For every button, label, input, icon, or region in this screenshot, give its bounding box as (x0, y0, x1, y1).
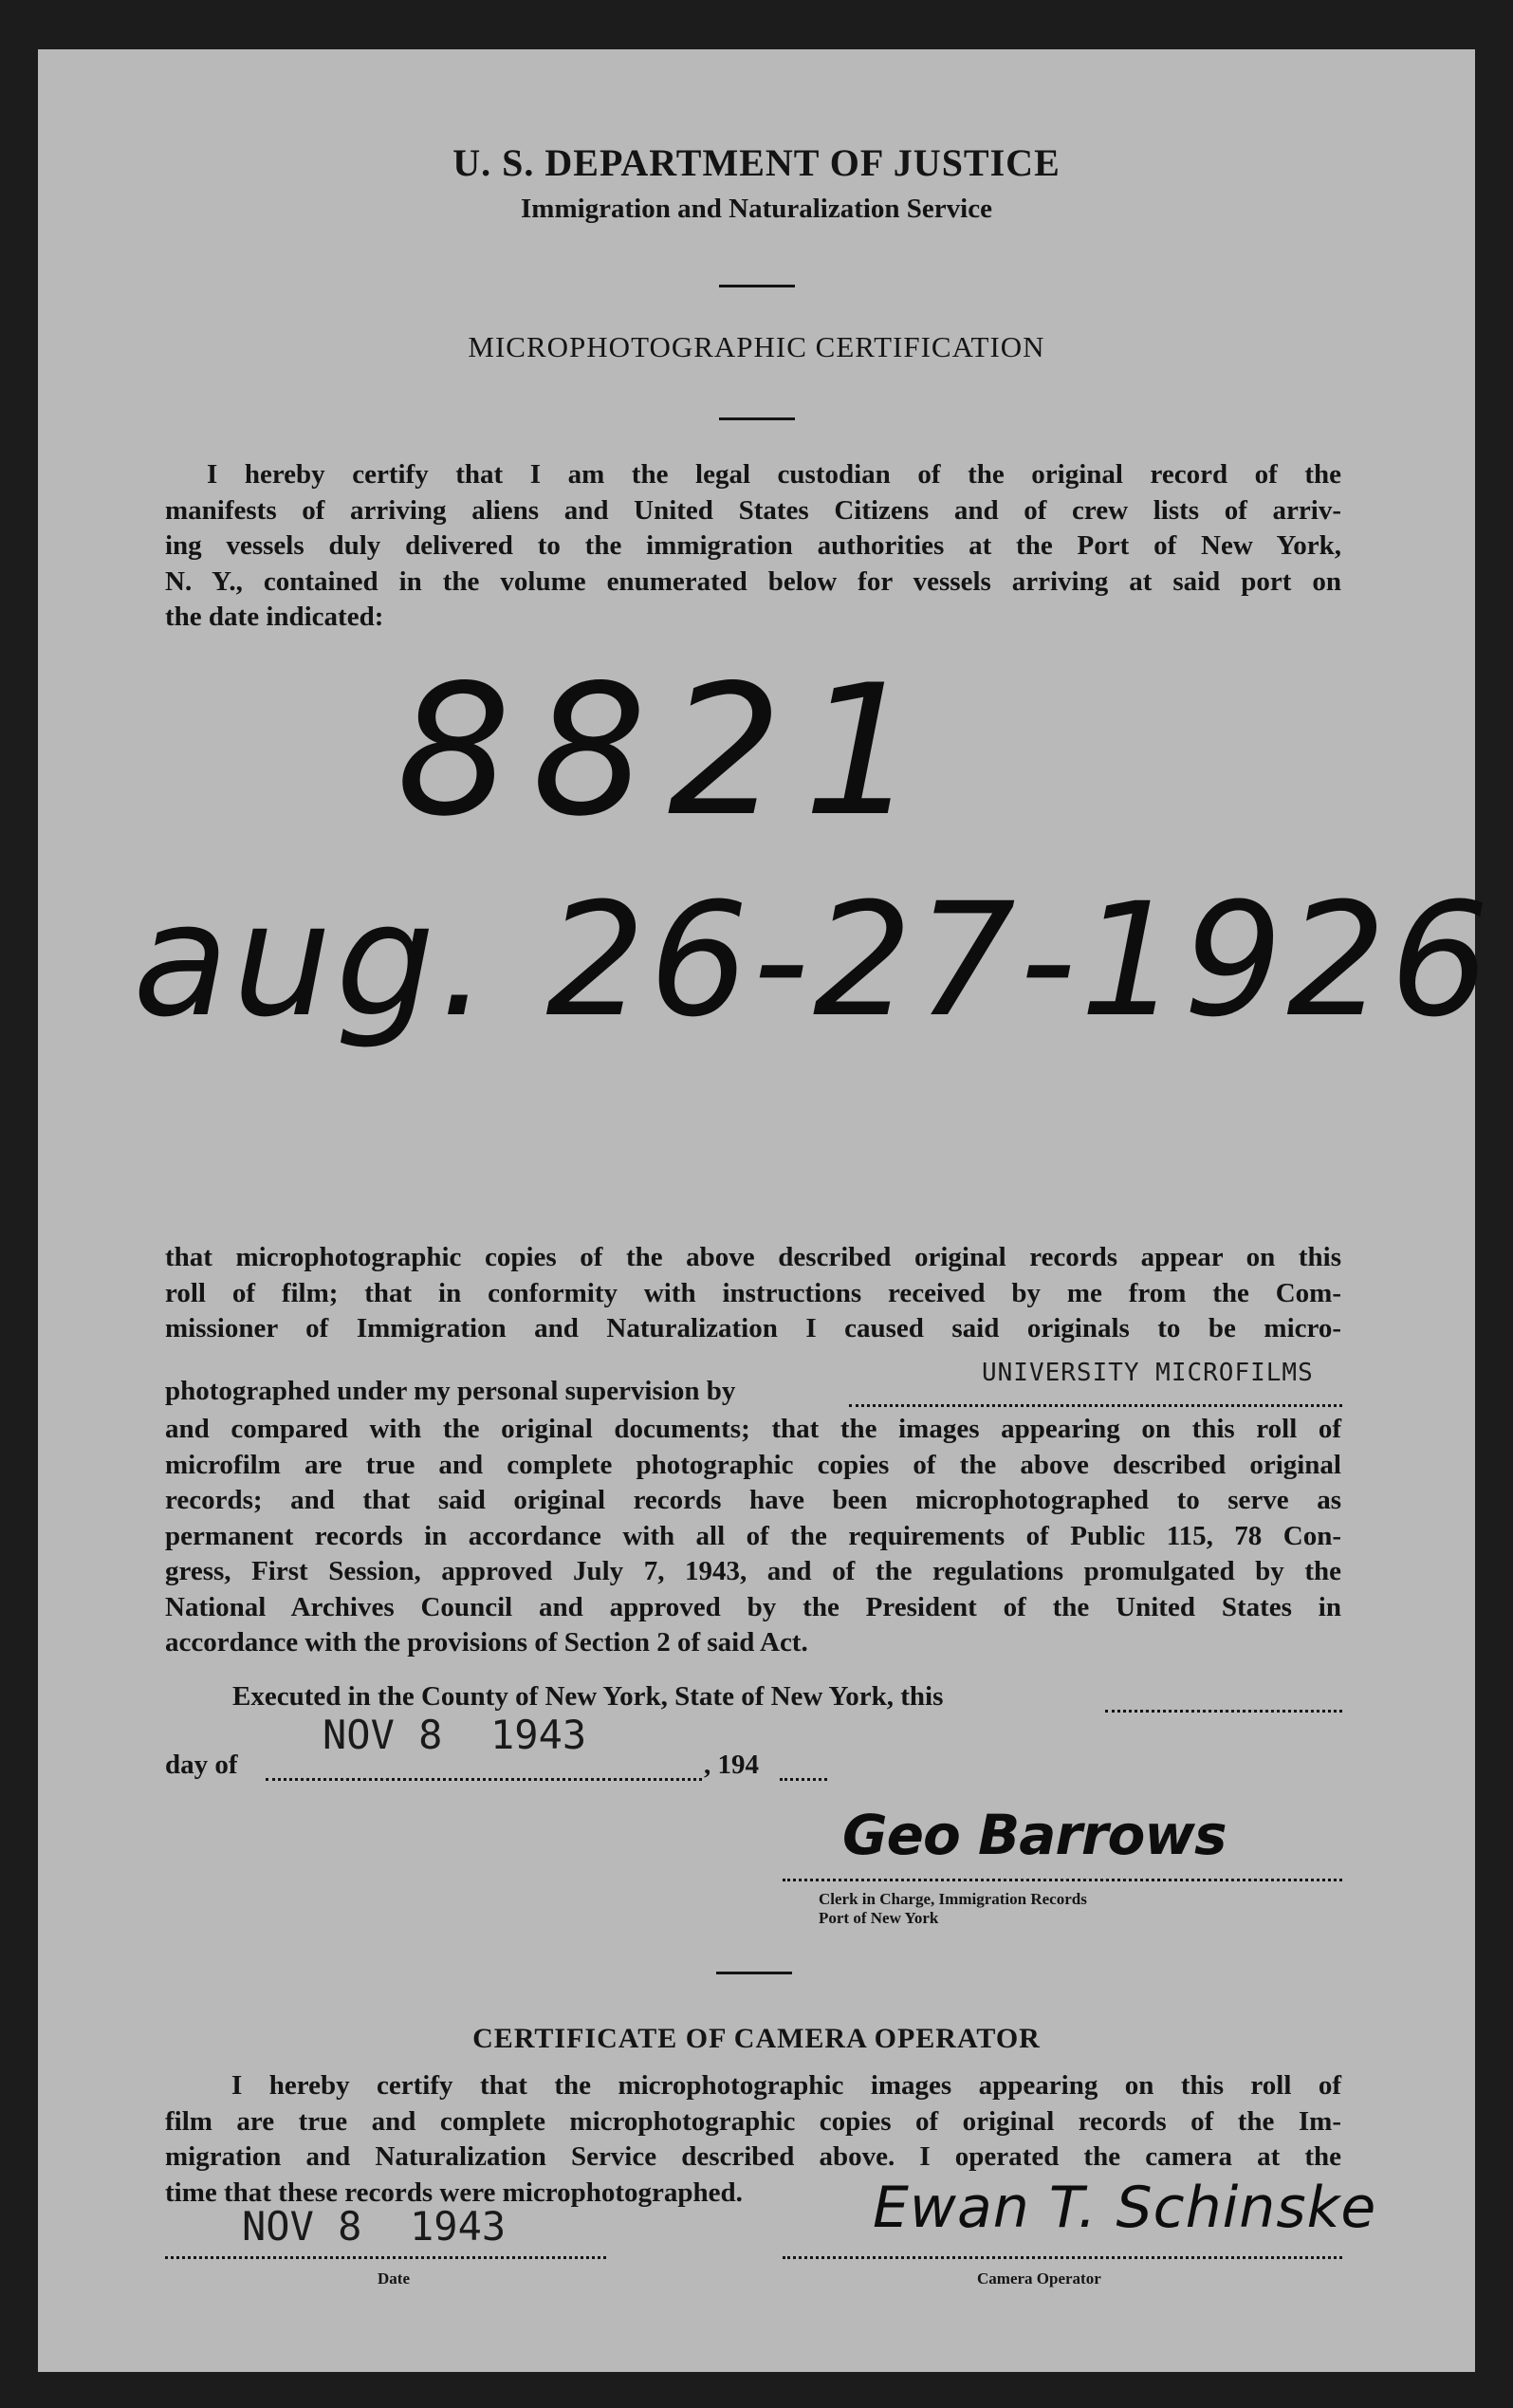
body-paragraph (165, 1240, 1341, 1347)
year-prefix: , 194 (704, 1750, 759, 1780)
body-line: that microphotographic copies of the above described original records appear on this (165, 1242, 1341, 1272)
divider (716, 1972, 792, 1974)
clerk-signature: Geo Barrows (842, 1803, 1227, 1867)
department-heading: U. S. DEPARTMENT OF JUSTICE (452, 141, 1061, 184)
clerk-caption (819, 1890, 1087, 1928)
camera-line: film are true and complete microphotographic copies of original records of the Im- (165, 2105, 1341, 2137)
day-of-label: day of (165, 1750, 238, 1780)
day-dotted-line (266, 1778, 702, 1781)
supervision-line: photographed under my personal supervision by (165, 1376, 736, 1406)
certification-title: MICROPHOTOGRAPHIC CERTIFICATION (468, 330, 1045, 363)
body-line: National Archives Council and approved by the President of the United States in (165, 1591, 1341, 1622)
service-subheading: Immigration and Naturalization Service (521, 194, 992, 224)
camera-line: time that these records were microphotographed. (165, 2176, 743, 2208)
executed-line: Executed in the County of New York, State of New York, this (232, 1681, 944, 1712)
intro-line: N. Y., contained in the volume enumerated below for vessels arriving at said port on (165, 565, 1341, 597)
body-line: roll of film; that in conformity with instructions received by me from the Com- (165, 1277, 1341, 1308)
body-line: records; and that said original records have been microphotographed to serve as (165, 1485, 1341, 1515)
year-dotted-line (780, 1778, 827, 1781)
body-line: missioner of Immigration and Naturalization I caused said originals to be micro- (165, 1313, 1341, 1343)
body-line: microfilm are true and complete photographic copies of the above described original (165, 1449, 1341, 1480)
body-line: accordance with the provisions of Section 2 of said Act. (165, 1627, 808, 1658)
clerk-port: Port of New York (819, 1909, 939, 1927)
clerk-signature-line (783, 1879, 1342, 1881)
date-label: Date (378, 2269, 410, 2288)
supervisor-stamp: UNIVERSITY MICROFILMS (982, 1359, 1314, 1387)
body-line: and compared with the original documents; that the images appearing on this roll of (165, 1414, 1341, 1444)
intro-line: the date indicated: (165, 602, 384, 632)
supervisor-dotted-line (849, 1404, 1342, 1407)
camera-operator-label: Camera Operator (977, 2269, 1101, 2288)
date-dotted-line (165, 2256, 606, 2259)
body-line: gress, First Session, approved July 7, 1943, and of the regulations promulgated by the (165, 1556, 1341, 1586)
intro-paragraph (165, 457, 1341, 636)
intro-line: ing vessels duly delivered to the immigration authorities at the Port of New York, (165, 530, 1341, 561)
certificate-sheet (38, 49, 1494, 2372)
camera-date-stamp: NOV 8 1943 (242, 2203, 507, 2250)
intro-line: manifests of arriving aliens and United States Citizens and of crew lists of arriv- (165, 494, 1341, 526)
executed-dotted-line (1105, 1710, 1342, 1713)
intro-line: I hereby certify that I am the legal custodian of the original record of the (207, 459, 1341, 490)
executed-date-stamp: NOV 8 1943 (323, 1712, 587, 1758)
body-line: permanent records in accordance with all of the requirements of Public 115, 78 Con- (165, 1520, 1341, 1551)
camera-line: I hereby certify that the microphotographic images appearing on this roll of (231, 2070, 1341, 2101)
divider (719, 285, 795, 287)
body-paragraph (165, 1412, 1341, 1661)
divider (719, 417, 795, 420)
handwritten-dates: aug. 26-27-1926 (133, 869, 1494, 1051)
camera-line: migration and Naturalization Service described above. I operated the camera at the (165, 2141, 1341, 2172)
clerk-title: Clerk in Charge, Immigration Records (819, 1890, 1087, 1908)
camera-certificate-title: CERTIFICATE OF CAMERA OPERATOR (472, 2023, 1041, 2054)
camera-operator-signature-line (783, 2256, 1342, 2259)
camera-operator-signature: Ewan T. Schinske (873, 2175, 1377, 2241)
handwritten-volume-number: 8821 (397, 646, 939, 856)
